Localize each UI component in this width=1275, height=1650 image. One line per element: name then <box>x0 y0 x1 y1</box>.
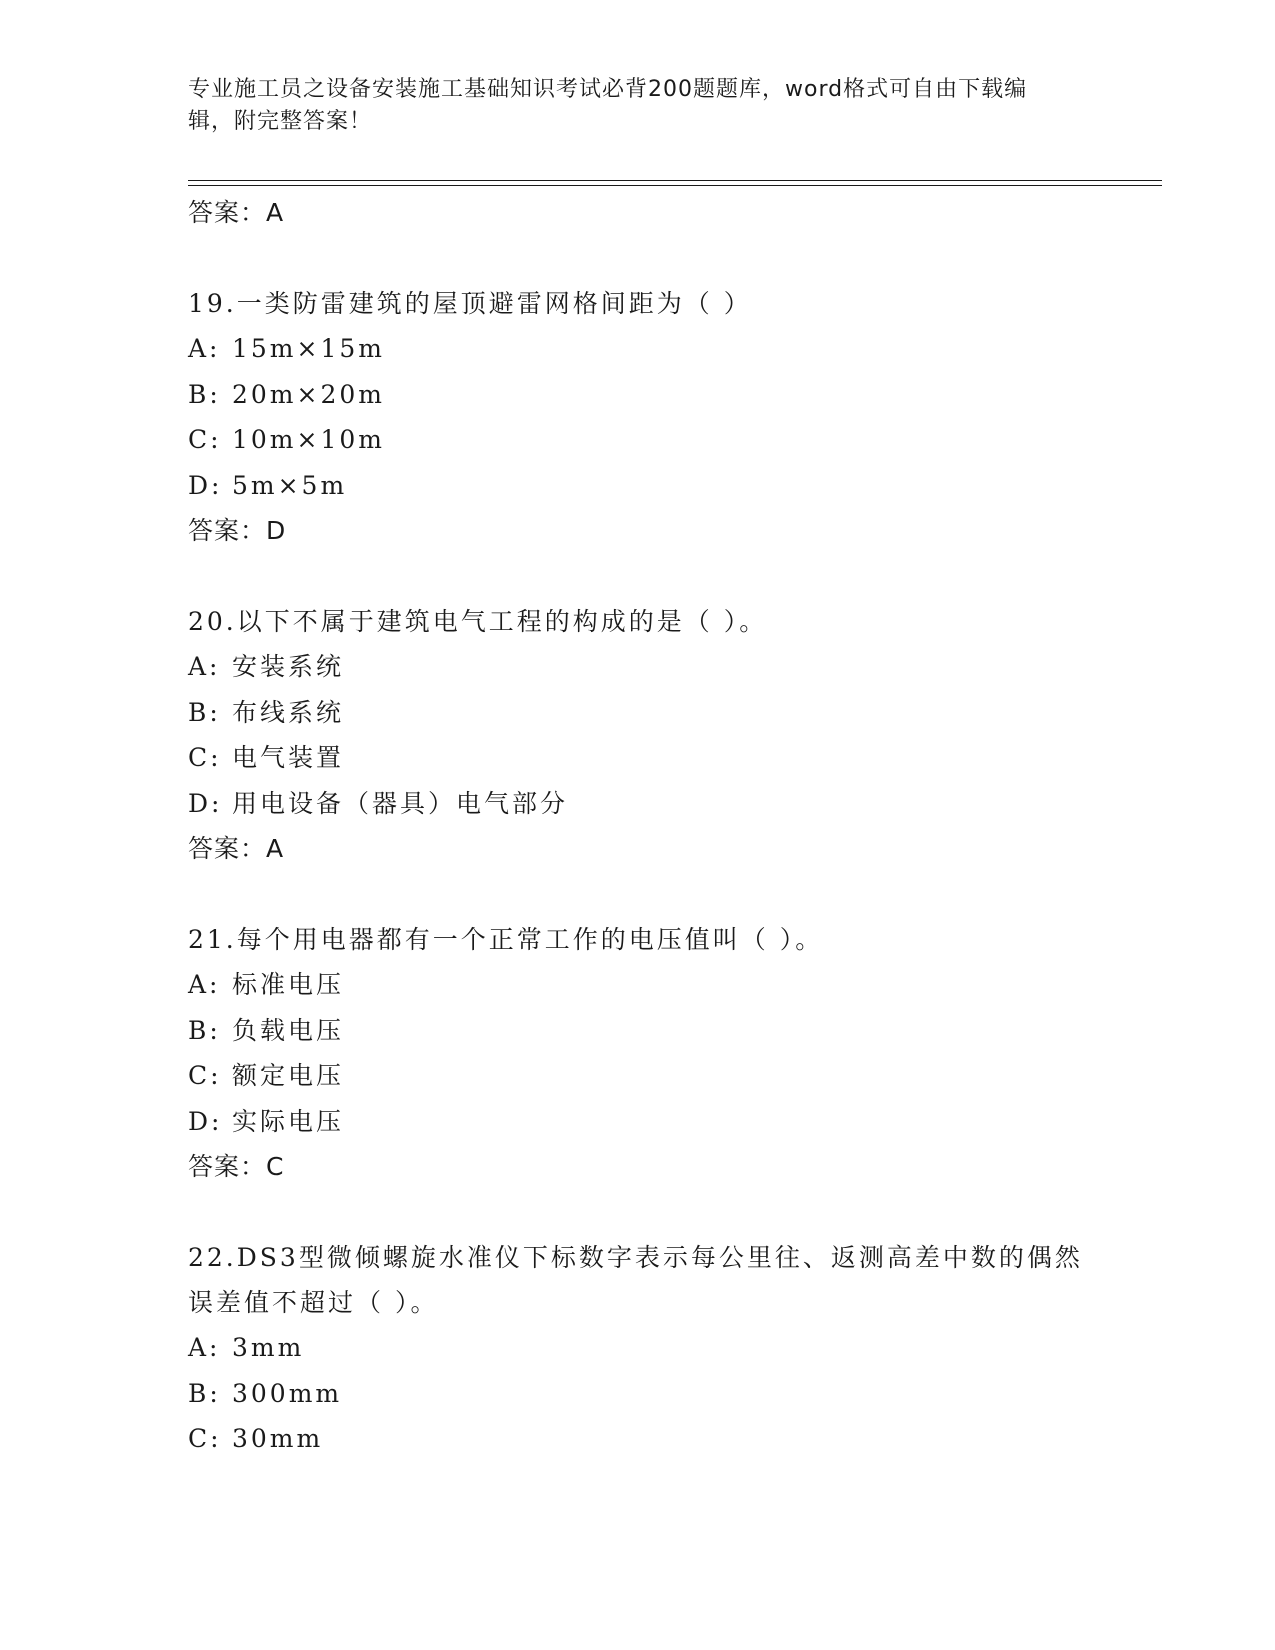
option-letter: C: <box>188 425 222 454</box>
option-text: 3mm <box>232 1333 305 1362</box>
page-header: 专业施工员之设备安装施工基础知识考试必背200题题库，word格式可自由下载编辑，附完整答案！ <box>188 77 1028 134</box>
option-a <box>188 1325 1088 1371</box>
question-list <box>188 190 1088 1462</box>
option-a <box>188 962 1088 1008</box>
option-text: 安装系统 <box>232 652 345 681</box>
option-letter: B: <box>188 697 221 727</box>
option-c <box>188 1416 1088 1462</box>
option-letter: B: <box>188 1015 221 1045</box>
option-text: 额定电压 <box>232 1061 345 1090</box>
answer-line: 答案：D <box>188 516 287 545</box>
answer-line: 答案：C <box>188 1152 285 1181</box>
option-letter: A: <box>188 652 221 681</box>
option-b <box>188 1371 1088 1417</box>
option-text: 300mm <box>232 1378 343 1408</box>
option-c <box>188 417 1088 463</box>
option-b <box>188 690 1088 736</box>
option-text: 电气装置 <box>232 743 345 772</box>
option-letter: A: <box>188 1333 221 1362</box>
answer-line: 答案：A <box>188 834 285 863</box>
option-text: 布线系统 <box>232 697 345 727</box>
option-d <box>188 781 1088 827</box>
option-text: 标准电压 <box>232 970 345 999</box>
question-text: 20.以下不属于建筑电气工程的构成的是（ ）。 <box>188 607 768 636</box>
option-c <box>188 1053 1088 1099</box>
option-c <box>188 735 1088 781</box>
option-a <box>188 644 1088 690</box>
option-b <box>188 1008 1088 1054</box>
option-d <box>188 1099 1088 1145</box>
question-text: 19.一类防雷建筑的屋顶避雷网格间距为（ ） <box>188 289 752 318</box>
option-letter: A: <box>188 334 221 363</box>
header-divider-bottom <box>188 185 1162 186</box>
question-text: 21.每个用电器都有一个正常工作的电压值叫（ ）。 <box>188 925 824 954</box>
option-letter: D: <box>188 470 223 500</box>
question-block <box>188 599 1088 871</box>
option-text: 负载电压 <box>232 1015 345 1045</box>
header-divider-top <box>188 180 1162 181</box>
option-b <box>188 372 1088 418</box>
option-letter: B: <box>188 1378 221 1408</box>
option-letter: C: <box>188 1061 222 1090</box>
option-letter: A: <box>188 970 221 999</box>
question-block <box>188 1235 1088 1462</box>
question-text: 22.DS3型微倾螺旋水准仪下标数字表示每公里往、返测高差中数的偶然误差值不超过（ ）。 <box>188 1243 1083 1317</box>
option-text: 30mm <box>232 1424 324 1453</box>
question-block <box>188 281 1088 553</box>
option-text: 10m×10m <box>232 425 385 454</box>
answer-line: 答案：A <box>188 198 285 227</box>
option-letter: B: <box>188 379 221 409</box>
option-letter: D: <box>188 1106 223 1136</box>
option-a <box>188 326 1088 372</box>
question-block <box>188 917 1088 1189</box>
option-letter: C: <box>188 1424 222 1453</box>
option-text: 5m×5m <box>232 470 348 500</box>
option-letter: C: <box>188 743 222 772</box>
option-text: 20m×20m <box>232 379 385 409</box>
option-d <box>188 463 1088 509</box>
option-text: 用电设备（器具）电气部分 <box>232 788 569 818</box>
option-letter: D: <box>188 788 223 818</box>
option-text: 15m×15m <box>232 334 385 363</box>
option-text: 实际电压 <box>232 1106 345 1136</box>
